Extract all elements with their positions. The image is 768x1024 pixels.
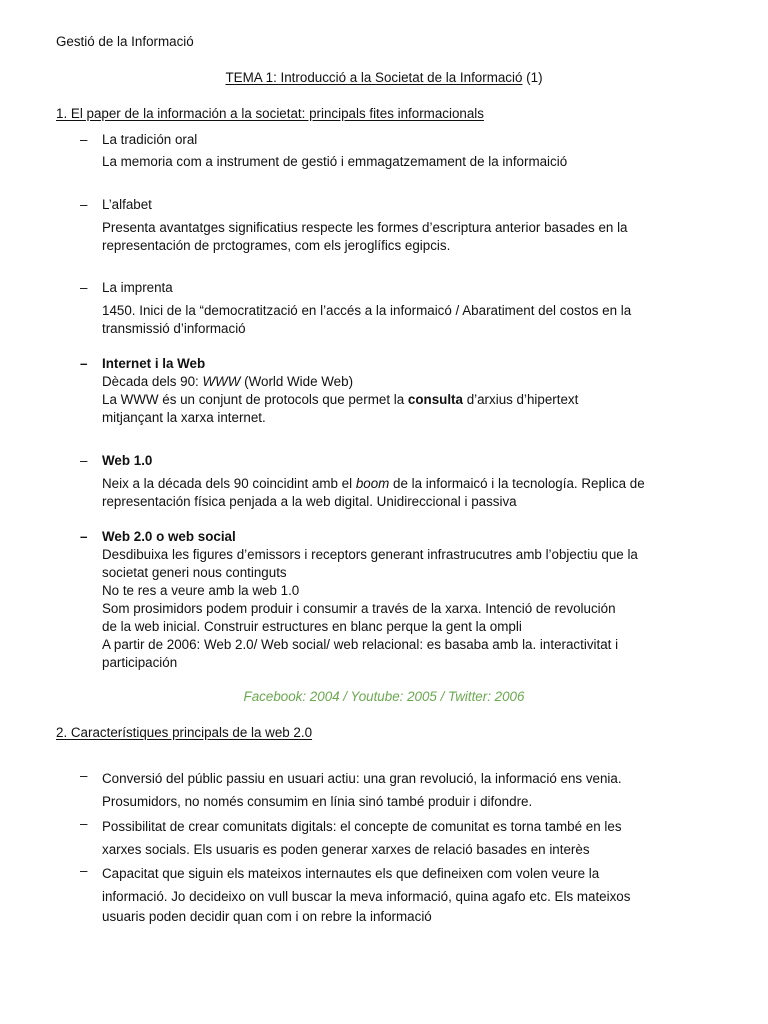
item-content (102, 767, 677, 813)
dash-bullet: – (80, 453, 88, 468)
text-run-italic: boom (355, 476, 390, 491)
title-suffix: (1) (522, 70, 543, 85)
item-title: Internet i la Web (102, 356, 206, 371)
item-body-line (102, 391, 677, 409)
section-1-heading: 1. El paper de la información a la societat: principals fites informacionals (56, 106, 484, 121)
item-body-line: No te res a veure amb la web 1.0 (102, 583, 300, 598)
text-run-bold: consulta (407, 392, 463, 407)
item-body-line: usuaris poden decidir quan com i on rebre la informació (102, 909, 432, 924)
item-content (102, 355, 677, 427)
page-header: Gestió de la Informació (56, 34, 194, 49)
page-title (0, 69, 768, 87)
item-title: Web 1.0 (102, 453, 153, 468)
item-body-line: participación (102, 655, 178, 670)
item-content (102, 279, 677, 338)
dash-bullet: – (80, 280, 88, 295)
item-body-line (102, 373, 677, 391)
item-content (102, 528, 677, 672)
item-body-line: A partir de 2006: Web 2.0/ Web social/ web relacional: es basaba amb la. interactivitat i (102, 637, 619, 652)
item-content (102, 131, 677, 171)
dash-bullet: – (80, 356, 88, 371)
item-body-line: 1450. Inici de la “democratització en l’accés a la informaicó / Abaratiment del costos en la (102, 303, 632, 318)
text-run: La WWW és un conjunt de protocols que permet la (102, 392, 408, 407)
dash-bullet: – (80, 816, 88, 831)
item-body-line: Som prosimidors podem produir i consumir a través de la xarxa. Intenció de revolución (102, 601, 616, 616)
item-content (102, 452, 677, 511)
item-body-line: representación física penjada a la web digital. Unidireccional i passiva (102, 494, 517, 509)
item-body-line: de la web inicial. Construir estructures en blanc perque la gent la ompli (102, 619, 522, 634)
item-body-line (102, 475, 677, 493)
item-content (102, 862, 677, 926)
item-body-line: Desdibuixa les figures d’emissors i receptors generant infrastrucutres amb l’objectiu que la (102, 547, 638, 562)
item-body-line: Possibilitat de crear comunitats digitals: el concepte de comunitat es torna també en les (102, 819, 622, 834)
dash-bullet: – (80, 132, 88, 147)
item-title: La imprenta (102, 280, 173, 295)
text-run-italic: WWW (202, 374, 241, 389)
item-body-line: mitjançant la xarxa internet. (102, 410, 266, 425)
item-body-line: representación de prctogrames, com els jeroglífics egipcis. (102, 238, 451, 253)
item-title: Web 2.0 o web social (102, 529, 236, 544)
item-body-line: Capacitat que siguin els mateixos internautes els que defineixen com volen veure la (102, 866, 600, 881)
text-run: de la informaicó i la tecnología. Replica de (389, 476, 645, 491)
text-run: Neix a la década dels 90 coincidint amb el (102, 476, 356, 491)
dash-bullet: – (80, 863, 88, 878)
item-content (102, 196, 677, 255)
section-2-heading: 2. Característiques principals de la web 2.0 (56, 725, 313, 740)
item-body-line: xarxes socials. Els usuaris es poden generar xarxes de relació basades en interès (102, 842, 590, 857)
item-title: L’alfabet (102, 197, 152, 212)
dash-bullet: – (80, 529, 88, 544)
text-run: Dècada dels 90: (102, 374, 203, 389)
item-content (102, 815, 677, 861)
text-run: (World Wide Web) (240, 374, 354, 389)
item-title: La tradición oral (102, 132, 198, 147)
text-run: d’arxius d’hipertext (462, 392, 579, 407)
item-body-line: La memoria com a instrument de gestió i emmagatzemament de la informaició (102, 154, 568, 169)
item-body-line: societat generi nous continguts (102, 565, 287, 580)
item-body-line: transmissió d’informació (102, 321, 246, 336)
social-networks-note: Facebook: 2004 / Youtube: 2005 / Twitter: 2006 (243, 689, 525, 704)
title-main: TEMA 1: Introducció a la Societat de la Informació (225, 70, 523, 85)
dash-bullet: – (80, 197, 88, 212)
item-body-line: Prosumidors, no només consumim en línia sinó també produir i difondre. (102, 794, 533, 809)
dash-bullet: – (80, 768, 88, 783)
item-body-line: Presenta avantatges significatius respecte les formes d’escriptura anterior basades en la (102, 220, 628, 235)
item-body-line: informació. Jo decideixo on vull buscar la meva informació, quina agafo etc. Els mateixos (102, 889, 631, 904)
item-body-line: Conversió del públic passiu en usuari actiu: una gran revolució, la informació ens venia. (102, 771, 622, 786)
